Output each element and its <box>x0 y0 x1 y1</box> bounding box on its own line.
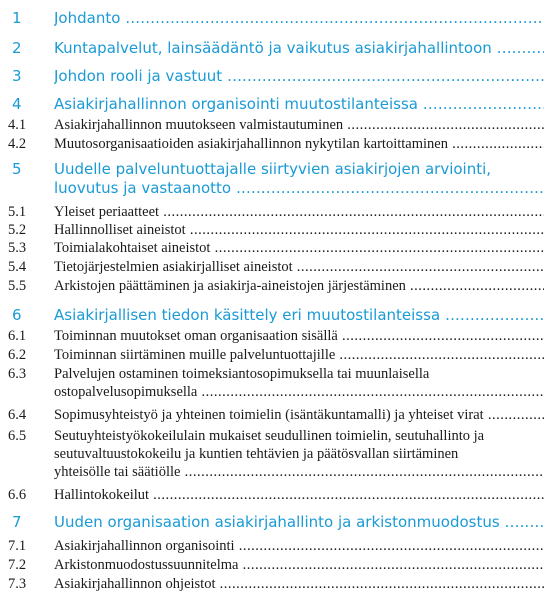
toc-entry-number: 5.2 <box>8 222 27 238</box>
toc-entry-title <box>54 221 544 239</box>
toc-entry-number: 6 <box>12 306 22 324</box>
toc-entry-line: Tietojärjestelmien asiakirjalliset aineistot ..... <box>54 258 544 276</box>
toc-entry-line: Johdon rooli ja vastuut ..... <box>54 67 544 86</box>
toc-entry-number: 7.3 <box>8 576 27 592</box>
toc-entry-title <box>54 9 544 28</box>
toc-entry-line: seutuvaltuustokokeilu ja kuntien tehtävien ja päätösvallan siirtäminen <box>54 446 459 462</box>
toc-entry-title <box>54 486 544 504</box>
toc-entry-line: Toiminnan muutokset oman organisaation sisällä ..... <box>54 327 544 345</box>
toc-entry-line: Kuntapalvelut, lainsäädäntö ja vaikutus asiakirjahallintoon ..... <box>54 39 544 58</box>
toc-entry-title <box>54 95 544 114</box>
toc-entry-number: 1 <box>12 9 22 27</box>
toc-entry-number: 2 <box>12 39 22 57</box>
toc-entry-title <box>54 537 544 555</box>
toc-entry-line: Toimialakohtaiset aineistot ..... <box>54 239 544 257</box>
toc-entry-line: Arkistojen päättäminen ja asiakirja-aineistojen järjestäminen ..... <box>54 277 544 295</box>
toc-entry-title <box>54 513 544 532</box>
toc-entry-number: 7.1 <box>8 538 27 554</box>
toc-entry-title <box>54 346 544 364</box>
toc-entry-number: 7 <box>12 513 22 531</box>
toc-entry-title <box>54 406 544 424</box>
toc-entry-line: Toiminnan siirtäminen muille palveluntuottajille ..... <box>54 346 544 364</box>
toc-entry-number: 5.4 <box>8 259 27 275</box>
toc-entry-number: 5.5 <box>8 278 27 294</box>
toc-entry-line: Muutosorganisaatioiden asiakirjahallinnon nykytilan kartoittaminen ..... <box>54 135 544 153</box>
toc-entry-title <box>54 239 544 257</box>
toc-entry-title <box>54 160 544 198</box>
toc-entry-number: 6.4 <box>8 407 27 423</box>
toc-entry-line: Hallinnolliset aineistot ..... <box>54 221 544 239</box>
toc-entry-line: Asiakirjahallinnon ohjeistot ..... <box>54 575 544 593</box>
toc-entry-title <box>54 365 544 401</box>
toc-entry-number: 5 <box>12 160 22 178</box>
toc-entry-title <box>54 575 544 593</box>
toc-entry-number: 6.2 <box>8 347 27 363</box>
toc-entry-number: 6.1 <box>8 328 27 344</box>
toc-entry-number: 4.2 <box>8 136 27 152</box>
toc-entry-title <box>54 427 544 481</box>
toc-entry-title <box>54 258 544 276</box>
toc-entry-number: 6.3 <box>8 366 27 382</box>
toc-entry-line: Seutuyhteistyökokeilulain mukaiset seudullinen toimielin, seutuhallinto ja <box>54 428 485 444</box>
toc-entry-line: Arkistonmuodostussuunnitelma ..... <box>54 556 544 574</box>
toc-entry-line: Asiakirjahallinnon muutokseen valmistautuminen ..... <box>54 116 544 134</box>
toc-entry-number: 3 <box>12 67 22 85</box>
toc-entry-line: yhteisölle tai säätiölle ..... <box>54 463 544 481</box>
toc-entry-number: 4.1 <box>8 117 27 133</box>
toc-entry-number: 7.2 <box>8 557 27 573</box>
toc-entry-title <box>54 203 544 221</box>
toc-entry-line: Asiakirjahallinnon organisointi ..... <box>54 537 544 555</box>
toc-entry-title <box>54 327 544 345</box>
toc-entry-number: 6.6 <box>8 487 27 503</box>
toc-entry-title <box>54 556 544 574</box>
toc-entry-number: 6.5 <box>8 428 27 444</box>
toc-entry-line: Uuden organisaation asiakirjahallinto ja arkistonmuodostus ..... <box>54 513 544 532</box>
toc-entry-number: 5.3 <box>8 240 27 256</box>
toc-entry-line: Yleiset periaatteet ..... <box>54 203 544 221</box>
toc-entry-number: 5.1 <box>8 204 27 220</box>
toc-entry-line: Uudelle palveluntuottajalle siirtyvien asiakirjojen arviointi, <box>54 160 492 178</box>
toc-entry-line: luovutus ja vastaanotto ..... <box>54 179 544 198</box>
toc-entry-line: ostopalvelusopimuksella ..... <box>54 383 544 401</box>
toc-entry-line: Sopimusyhteistyö ja yhteinen toimielin (isäntäkuntamalli) ja yhteiset virat ..... <box>54 406 544 424</box>
toc-entry-title <box>54 67 544 86</box>
toc-entry-line: Asiakirjallisen tiedon käsittely eri muutostilanteissa ..... <box>54 306 544 325</box>
toc-entry-line: Johdanto ..... <box>54 9 544 28</box>
toc-entry-title <box>54 277 544 295</box>
toc-entry-number: 4 <box>12 95 22 113</box>
toc-entry-title <box>54 39 544 58</box>
toc-entry-line: Palvelujen ostaminen toimeksiantosopimuksella tai muunlaisella <box>54 366 430 382</box>
toc-entry-title <box>54 135 544 153</box>
toc-entry-title <box>54 306 544 325</box>
toc-entry-line: Hallintokokeilut ..... <box>54 486 544 504</box>
toc-entry-title <box>54 116 544 134</box>
toc-entry-line: Asiakirjahallinnon organisointi muutostilanteissa ..... <box>54 95 544 114</box>
